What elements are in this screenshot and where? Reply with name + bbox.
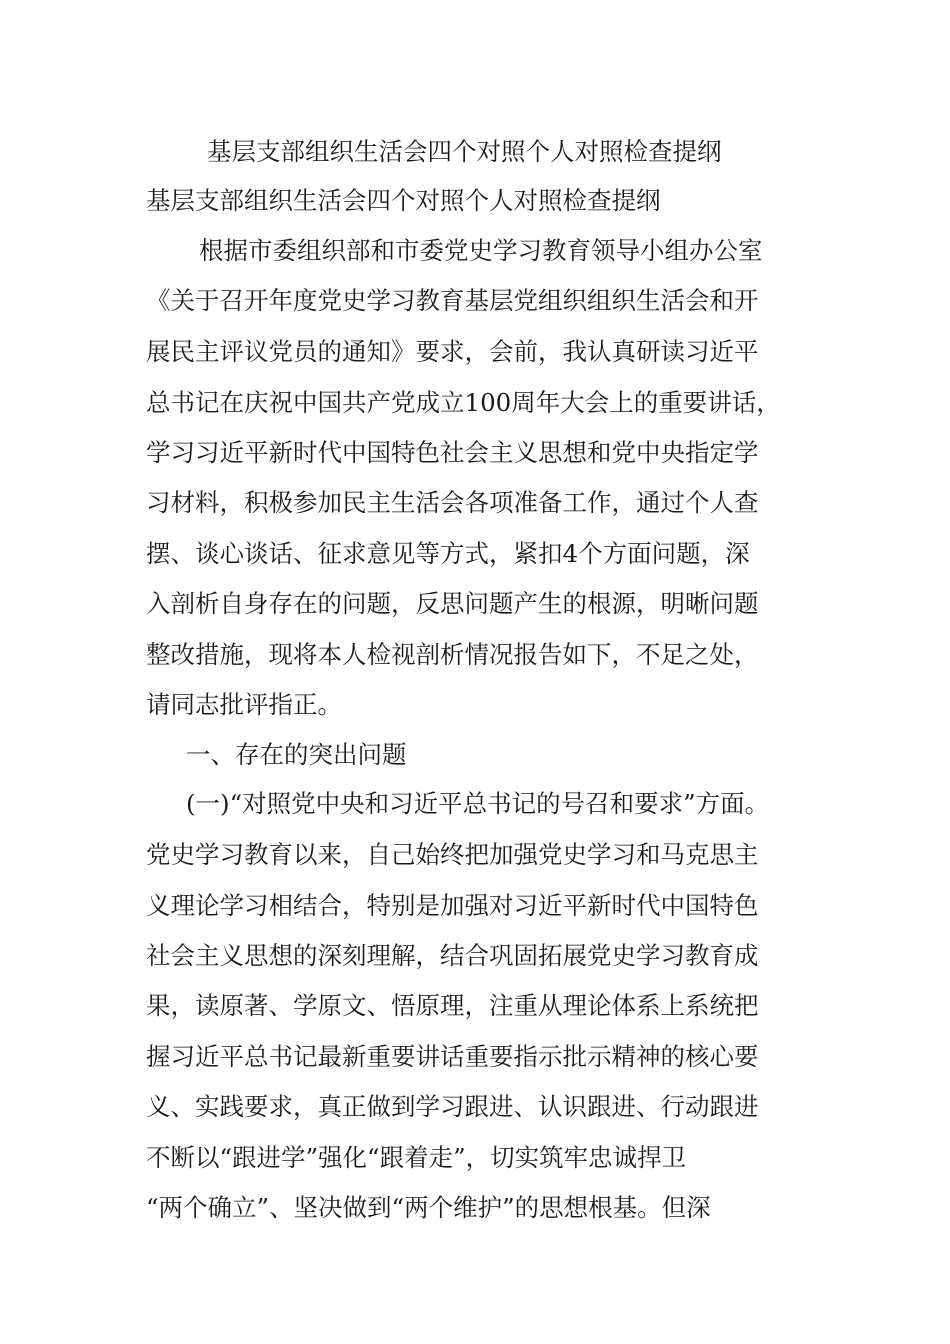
body-line: “两个确立”、坚决做到“两个维护”的思想根基。但深 xyxy=(146,1193,711,1222)
intro-line: 总书记在庆祝中国共产党成立100周年大会上的重要讲话， xyxy=(146,388,781,417)
body-line: 果，读原著、学原文、悟原理，注重从理论体系上系统把 xyxy=(146,991,759,1020)
document-title: 基层支部组织生活会四个对照个人对照检查提纲 xyxy=(207,137,722,166)
body-line: 党史学习教育以来，自己始终把加强党史学习和马克思主 xyxy=(146,840,759,869)
subsection-heading: (一)“对照党中央和习近平总书记的号召和要求”方面。 xyxy=(186,789,770,818)
section-heading: 一、存在的突出问题 xyxy=(186,740,407,769)
intro-line: 展民主评议党员的通知》要求，会前，我认真研读习近平 xyxy=(146,337,759,366)
intro-line: 习材料，积极参加民主生活会各项准备工作，通过个人查 xyxy=(146,488,759,517)
intro-line: 请同志批评指正。 xyxy=(146,690,342,719)
intro-line: 整改措施，现将本人检视剖析情况报告如下，不足之处， xyxy=(146,640,759,669)
body-line: 义、实践要求，真正做到学习跟进、认识跟进、行动跟进 xyxy=(146,1092,759,1121)
intro-line: 《关于召开年度党史学习教育基层党组织组织生活会和开 xyxy=(146,286,759,315)
document-subtitle: 基层支部组织生活会四个对照个人对照检查提纲 xyxy=(146,186,661,215)
intro-line: 学习习近平新时代中国特色社会主义思想和党中央指定学 xyxy=(146,438,759,467)
intro-line: 根据市委组织部和市委党史学习教育领导小组办公室 xyxy=(199,236,763,265)
body-line: 社会主义思想的深刻理解，结合巩固拓展党史学习教育成 xyxy=(146,941,759,970)
body-line: 握习近平总书记最新重要讲话重要指示批示精神的核心要 xyxy=(146,1042,759,1071)
intro-line: 摆、谈心谈话、征求意见等方式，紧扣4个方面问题，深 xyxy=(146,539,750,568)
body-line: 不断以“跟进学”强化“跟着走”，切实筑牢忠诚捍卫 xyxy=(146,1143,687,1172)
body-line: 义理论学习相结合，特别是加强对习近平新时代中国特色 xyxy=(146,891,759,920)
intro-line: 入剖析自身存在的问题，反思问题产生的根源，明晰问题 xyxy=(146,589,759,618)
